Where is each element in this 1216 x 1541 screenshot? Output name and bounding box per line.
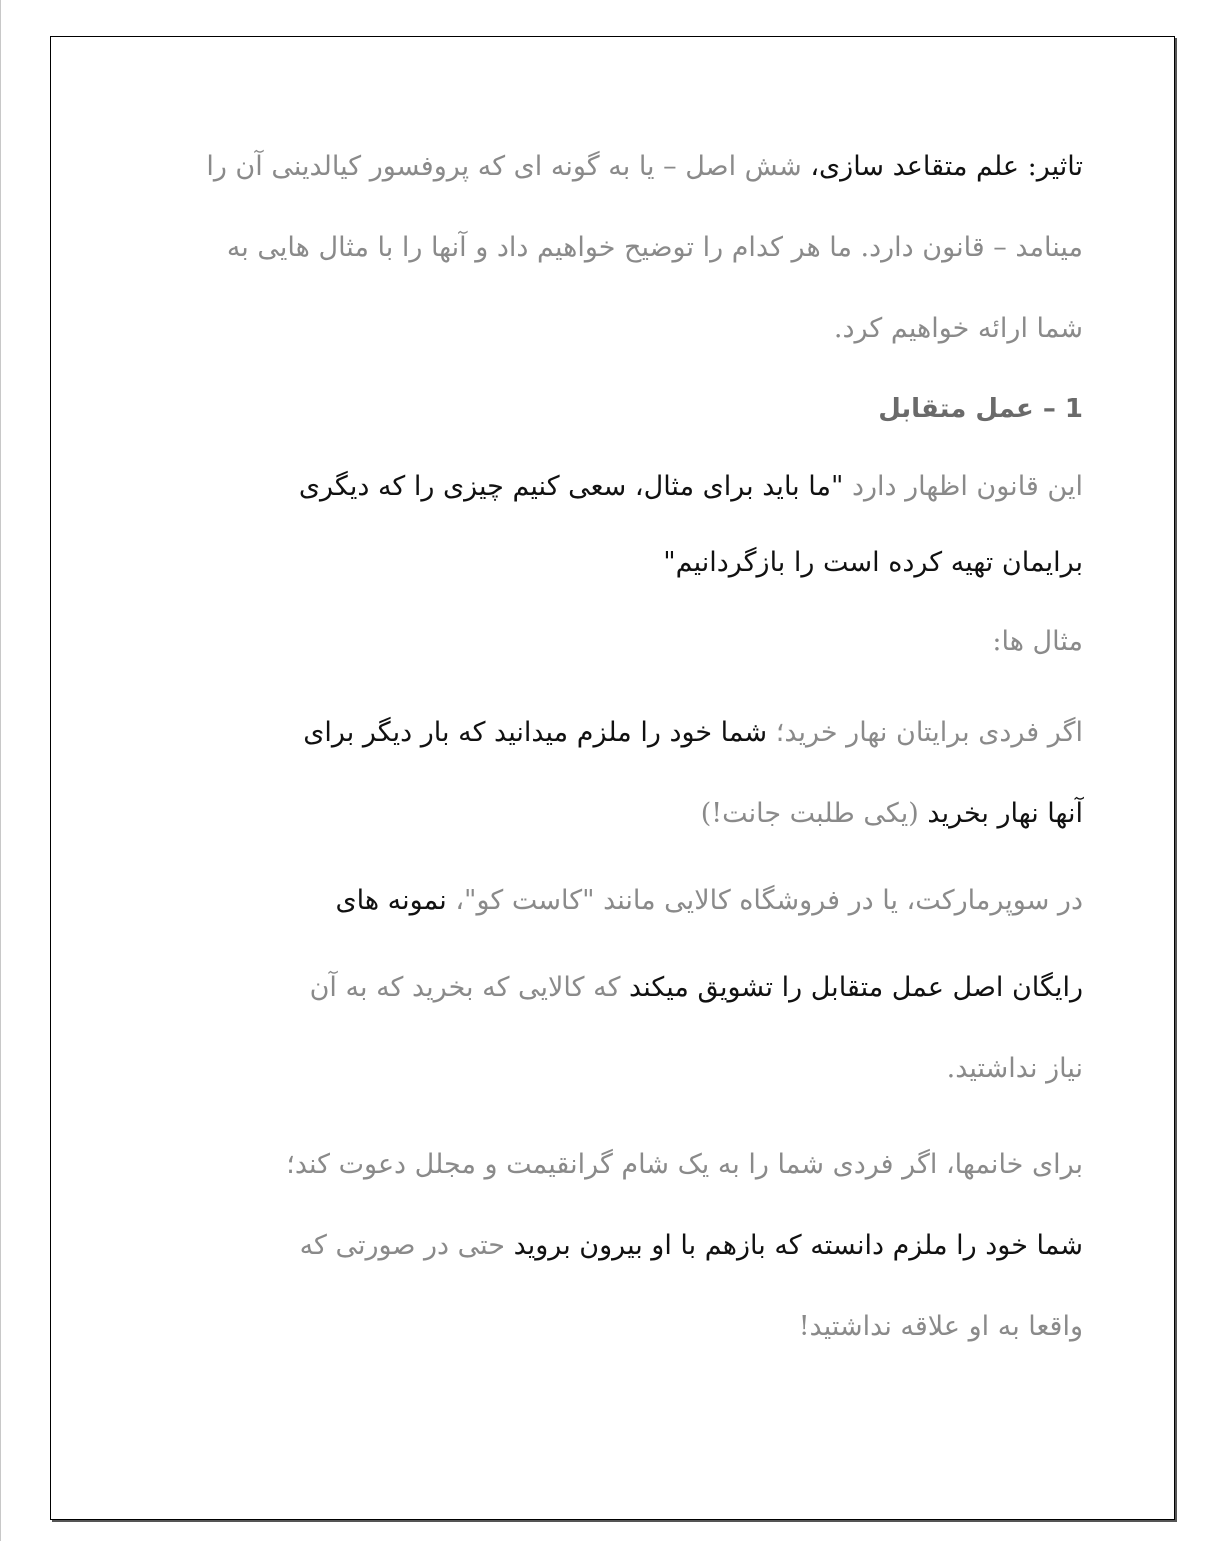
example1-line-1 bbox=[150, 685, 1083, 781]
example2-rest: که کالایی که بخرید که به آن bbox=[309, 972, 630, 1003]
example3-line-1: برای خانمها، اگر فردی شما را به یک شام گرانقیمت و مجلل دعوت کند؛ bbox=[286, 1149, 1083, 1180]
document-body bbox=[150, 126, 1083, 1375]
rule-line-1 bbox=[150, 446, 1083, 527]
section-heading: 1 – عمل متقابل bbox=[878, 394, 1083, 424]
example2-line-1 bbox=[150, 847, 1083, 955]
intro-line-2: مینامد – قانون دارد. ما هر کدام را توضیح خواهیم داد و آنها را با مثال هایی به bbox=[226, 232, 1083, 263]
rule-intro: این قانون اظهار دارد bbox=[843, 471, 1083, 502]
example2-highlight-cont: رایگان اصل عمل متقابل را تشویق میکند bbox=[629, 972, 1083, 1003]
rule-quote: "ما باید برای مثال، سعی کنیم چیزی را که دیگری bbox=[298, 471, 844, 502]
example1-result: شما خود را ملزم میدانید که بار دیگر برای bbox=[303, 717, 768, 748]
intro-line-1 bbox=[150, 126, 1083, 207]
rule-line-2: برایمان تهیه کرده است را بازگردانیم" bbox=[663, 547, 1083, 578]
intro-line-3: شما ارائه خواهیم کرد. bbox=[833, 313, 1083, 344]
example2-line-2 bbox=[150, 955, 1083, 1021]
example3-condition: حتی در صورتی که bbox=[299, 1230, 514, 1261]
intro-title: تاثیر: علم متقاعد سازی، bbox=[810, 151, 1083, 182]
example2-highlight: نمونه های bbox=[335, 885, 447, 916]
intro-text: شش اصل – یا به گونه ای که پروفسور کیالدینی آن را bbox=[206, 151, 811, 182]
example2-context: در سوپرمارکت، یا در فروشگاه کالایی مانند "کاست کو"، bbox=[446, 885, 1083, 916]
example1-result-cont: آنها نهار بخرید bbox=[927, 798, 1083, 829]
example3-line-3: واقعا به او علاقه نداشتید! bbox=[798, 1311, 1083, 1342]
page-left-rule bbox=[0, 0, 1, 1541]
example2-line-3: نیاز نداشتید. bbox=[946, 1053, 1083, 1084]
examples-label: مثال ها: bbox=[992, 626, 1083, 657]
example3-line-2 bbox=[150, 1213, 1083, 1279]
example1-aside: (یکی طلبت جانت!) bbox=[700, 798, 928, 829]
example3-result: شما خود را ملزم دانسته که بازهم با او بیرون بروید bbox=[513, 1230, 1083, 1261]
example1-condition: اگر فردی برایتان نهار خرید؛ bbox=[767, 717, 1083, 748]
example1-line-2 bbox=[150, 781, 1083, 847]
